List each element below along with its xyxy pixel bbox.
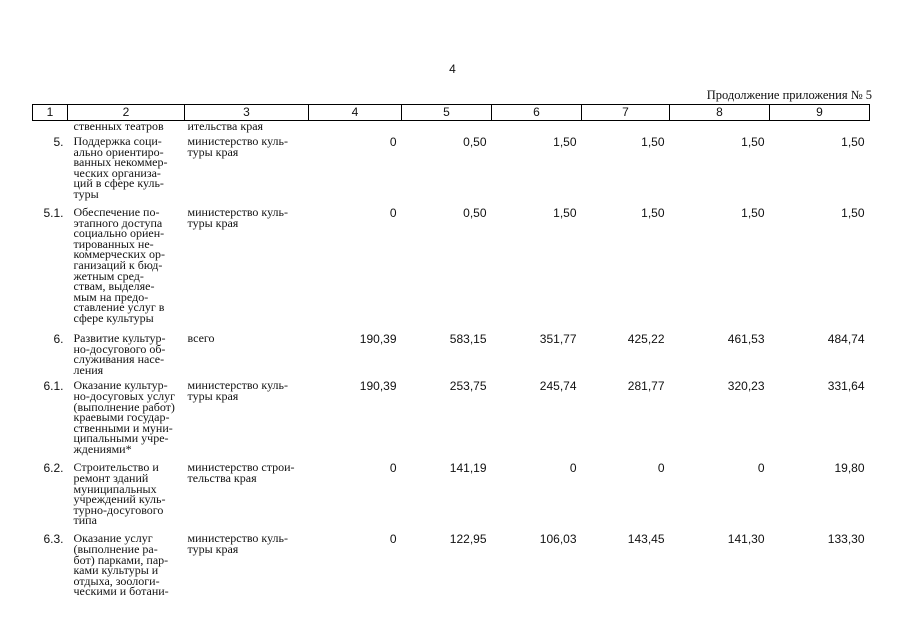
row-name: Поддержка соци- ально ориентиро- ванных некоммер- ческих организа- ций в сфере куль- туры — [73, 134, 168, 201]
value-cell: 0 — [389, 206, 397, 220]
value-cell: 0 — [569, 461, 577, 476]
value-cell: 1,50 — [741, 206, 765, 220]
column-header: 1 — [33, 105, 68, 121]
value-cell: 0,50 — [463, 135, 487, 149]
row-name: Оказание услуг (выполнение ра- бот) парками, пар- ками культуры и отдыха, зоологи- ческими и ботани- — [73, 531, 169, 599]
value-cell: 0 — [389, 135, 397, 149]
value-cell: 245,74 — [539, 379, 577, 394]
row-executor: министерство куль- туры края — [187, 205, 288, 230]
value-cell: 143,45 — [627, 532, 665, 547]
value-cell: 484,74 — [827, 332, 865, 346]
value-cell: 425,22 — [627, 332, 665, 346]
page-number: 4 — [449, 62, 456, 76]
continuation-executor: ительства края — [187, 119, 264, 133]
value-cell: 0 — [389, 532, 397, 547]
column-header: 5 — [402, 105, 492, 121]
row-number: 6.2. — [43, 461, 64, 476]
column-header: 2 — [68, 105, 185, 121]
continuation-row — [33, 121, 870, 132]
value-cell: 141,19 — [449, 461, 487, 476]
value-cell: 19,80 — [834, 461, 865, 476]
value-cell: 122,95 — [449, 532, 487, 547]
value-cell: 133,30 — [827, 532, 865, 547]
column-header: 3 — [185, 105, 309, 121]
row-executor: министерство строи- тельства края — [187, 460, 295, 485]
column-header: 6 — [492, 105, 582, 121]
row-executor: всего — [187, 331, 215, 345]
value-cell: 0 — [757, 461, 765, 476]
column-header: 4 — [309, 105, 402, 121]
row-number: 6.3. — [43, 532, 64, 547]
table-row — [33, 528, 870, 600]
row-name: Строительство и ремонт зданий муниципальных учреждений куль- турно-досугового типа — [73, 460, 166, 528]
value-cell: 141,30 — [727, 532, 765, 547]
continuation-name: ственных театров — [73, 119, 164, 133]
value-cell: 320,23 — [727, 379, 765, 394]
row-number: 5.1. — [43, 206, 64, 220]
column-header: 7 — [582, 105, 670, 121]
value-cell: 351,77 — [539, 332, 577, 346]
appendix-caption: Продолжение приложения № 5 — [706, 88, 872, 102]
value-cell: 253,75 — [449, 379, 487, 394]
row-executor: министерство куль- туры края — [187, 378, 288, 403]
value-cell: 0,50 — [463, 206, 487, 220]
row-name: Оказание культур- но-досуговых услуг (выполнение работ) краевыми государ- ственными и муни- ципальными учре- ждениями* — [73, 378, 176, 456]
column-header: 9 — [770, 105, 870, 121]
row-executor: министерство куль- туры края — [187, 134, 288, 159]
row-number: 5. — [53, 135, 64, 149]
value-cell: 1,50 — [641, 135, 665, 149]
value-cell: 106,03 — [539, 532, 577, 547]
value-cell: 583,15 — [449, 332, 487, 346]
table-row — [33, 375, 870, 457]
value-cell: 1,50 — [553, 135, 577, 149]
budget-table — [32, 104, 870, 600]
row-number: 6.1. — [43, 379, 64, 394]
table-row — [33, 202, 870, 328]
value-cell: 1,50 — [553, 206, 577, 220]
value-cell: 1,50 — [641, 206, 665, 220]
value-cell: 0 — [657, 461, 665, 476]
value-cell: 1,50 — [841, 135, 865, 149]
value-cell: 190,39 — [359, 332, 397, 346]
value-cell: 1,50 — [741, 135, 765, 149]
row-name: Развитие культур- но-досугового об- служивания насе- ления — [73, 331, 166, 377]
table-row — [33, 131, 870, 202]
value-cell: 1,50 — [841, 206, 865, 220]
table-row — [33, 328, 870, 375]
value-cell: 190,39 — [359, 379, 397, 394]
row-number: 6. — [53, 332, 64, 346]
row-name: Обеспечение по- этапного доступа социально ориен- тированных не- коммерческих ор- ганизаций к бюд- жетным сред- ствам, выделяе- мым на предо- ставление услуг в сфере культуры — [73, 205, 165, 325]
value-cell: 461,53 — [727, 332, 765, 346]
column-header: 8 — [670, 105, 770, 121]
table-row — [33, 457, 870, 528]
row-executor: министерство куль- туры края — [187, 531, 288, 556]
value-cell: 331,64 — [827, 379, 865, 394]
value-cell: 281,77 — [627, 379, 665, 394]
value-cell: 0 — [389, 461, 397, 476]
